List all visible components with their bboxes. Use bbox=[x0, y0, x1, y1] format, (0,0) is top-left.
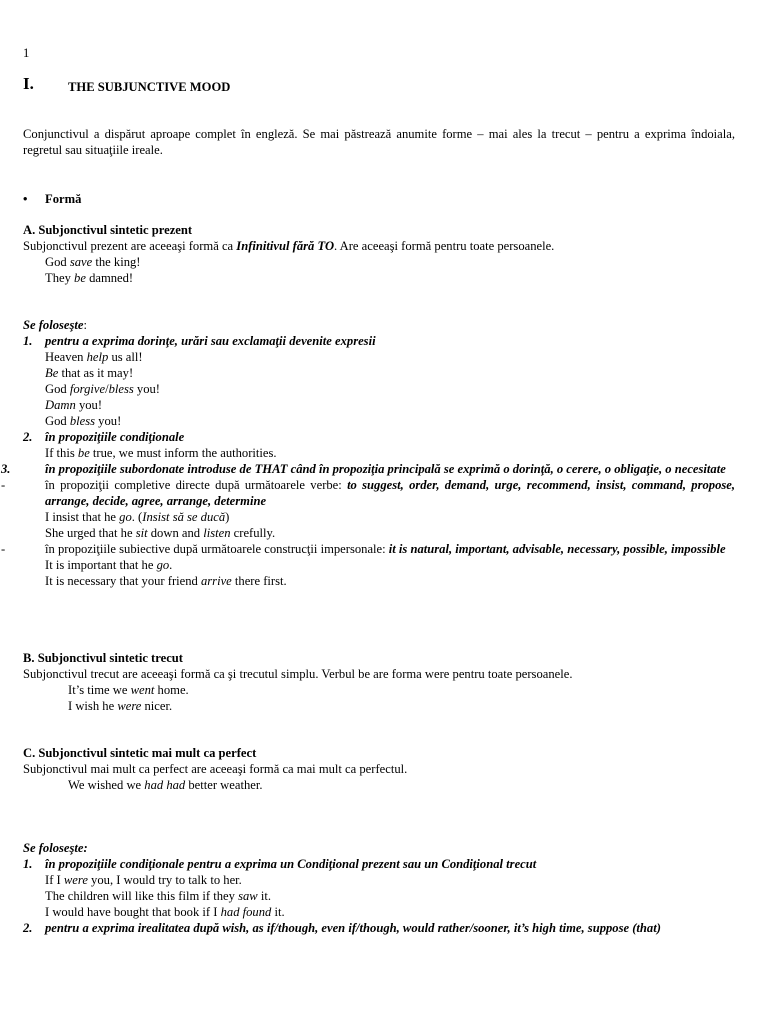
example-line: Be that as it may! bbox=[45, 366, 134, 380]
example-line: It’s time we went home. bbox=[68, 683, 189, 697]
example-line: They be damned! bbox=[45, 271, 134, 285]
example-line: It is necessary that your friend arrive there first. bbox=[45, 574, 287, 588]
section-a-desc: Subjonctivul prezent are aceeaşi formă ca Infinitivul fără TO. Are aceeaşi formă pentru toate persoanele. bbox=[23, 239, 555, 253]
section-c-title: C. Subjonctivul sintetic mai mult ca perfect bbox=[23, 746, 257, 760]
example-line: Heaven help us all! bbox=[45, 350, 143, 364]
use-item-1: 1. în propoziţiile condiţionale pentru a exprima un Condiţional prezent sau un Condiţional trecut bbox=[23, 857, 537, 871]
page-number: 1 bbox=[23, 46, 30, 60]
section-a-title: A. Subjonctivul sintetic prezent bbox=[23, 223, 193, 237]
section-a bbox=[23, 222, 735, 286]
section-c-desc: Subjonctivul mai mult ca perfect are aceeaşi formă ca mai mult ca perfectul. bbox=[23, 762, 408, 776]
example-line: I insist that he go. (Insist să se ducă) bbox=[45, 510, 230, 524]
dash-item-impersonal: - în propoziţiile subiective după următoarele construcţii impersonale: it is natural, important, advisable, necessary, possible, impossible bbox=[1, 542, 726, 556]
use-item-3: 3. în propoziţiile subordonate introduse de THAT când în propoziţia principală se exprimă o dorinţă, o cerere, o obligaţie, o necesitate bbox=[1, 462, 726, 476]
example-line: Damn you! bbox=[45, 398, 103, 412]
intro-paragraph: Conjunctivul a dispărut aproape complet în engleză. Se mai păstrează anumite forme – mai ales la trecut – pentru a exprima îndoiala, regretul sau situaţiile ireale. bbox=[23, 127, 735, 157]
use-item-2: 2. în propoziţiile condiţionale bbox=[23, 430, 185, 444]
use-item-1: 1. pentru a exprima dorinţe, urări sau exclamaţii devenite expresii bbox=[23, 334, 376, 348]
dash-item-verbs: - în propoziţii completive directe după următoarele verbe: to suggest, order, demand, urge, recommend, insist, command, propose, arrange, decide, agree, arrange, determine bbox=[1, 478, 736, 508]
example-line: I wish he were nicer. bbox=[68, 699, 173, 713]
uses-label: Se foloseşte: bbox=[23, 841, 88, 855]
example-line: God forgive/bless you! bbox=[45, 382, 160, 396]
chapter-title: THE SUBJUNCTIVE MOOD bbox=[68, 80, 231, 94]
example-line: God save the king! bbox=[45, 255, 141, 269]
bullet-label: Formă bbox=[45, 192, 82, 206]
example-line: I would have bought that book if I had found it. bbox=[45, 905, 285, 919]
example-line: She urged that he sit down and listen crefully. bbox=[45, 526, 276, 540]
bullet-form bbox=[23, 191, 81, 207]
example-line: We wished we had had better weather. bbox=[68, 778, 263, 792]
uses-label: Se foloseşte: bbox=[23, 318, 88, 332]
uses-section-1 bbox=[1, 317, 736, 589]
example-line: It is important that he go. bbox=[45, 558, 173, 572]
section-b bbox=[23, 650, 735, 714]
section-c bbox=[23, 745, 735, 793]
use-item-2: 2. pentru a exprima irealitatea după wish, as if/though, even if/though, would rather/sooner, it’s high time, suppose (that) bbox=[23, 921, 661, 935]
example-line: If I were you, I would try to talk to her. bbox=[45, 873, 242, 887]
example-line: If this be true, we must inform the authorities. bbox=[45, 446, 277, 460]
example-line: The children will like this film if they saw it. bbox=[45, 889, 271, 903]
uses-section-2 bbox=[23, 840, 735, 936]
bullet-dot: • bbox=[23, 192, 28, 206]
section-b-title: B. Subjonctivul sintetic trecut bbox=[23, 651, 183, 665]
chapter-numeral: I. bbox=[23, 74, 34, 93]
section-b-desc: Subjonctivul trecut are aceeaşi formă ca şi trecutul simplu. Verbul be are forma were pentru toate persoanele. bbox=[23, 667, 573, 681]
example-line: God bless you! bbox=[45, 414, 122, 428]
